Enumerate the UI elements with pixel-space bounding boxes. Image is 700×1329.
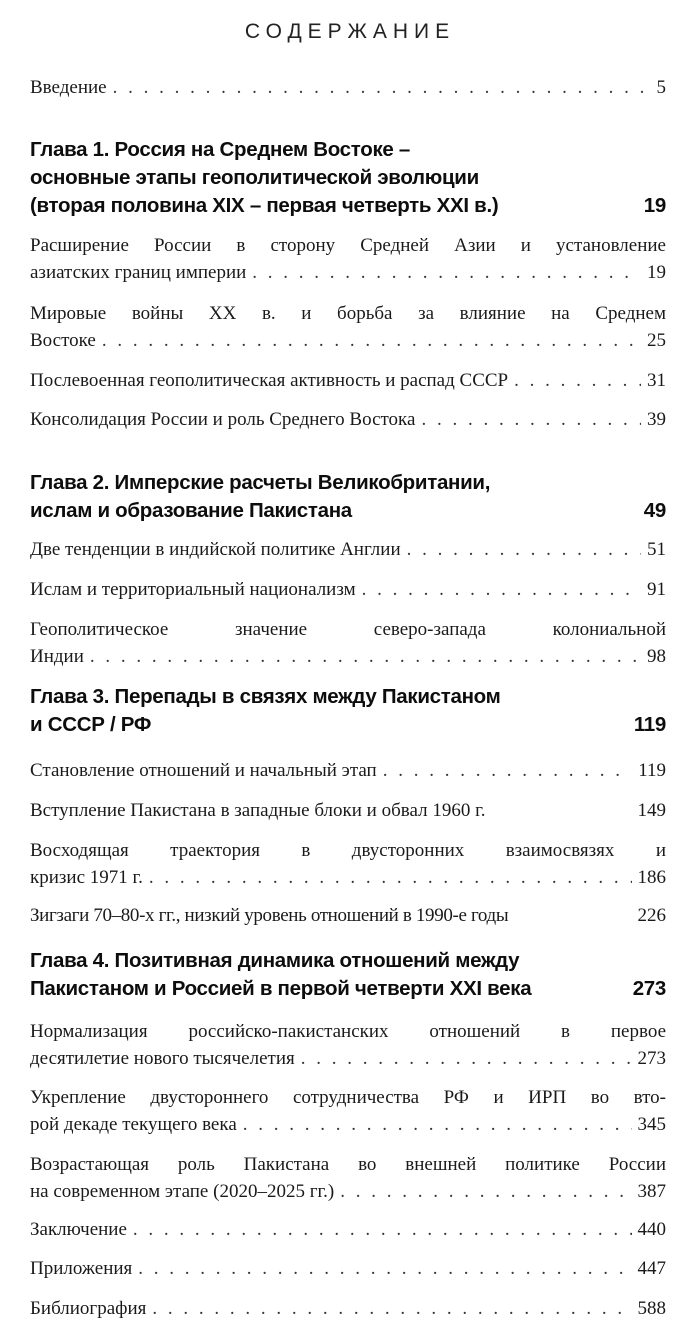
dot-leader [362, 576, 641, 603]
chapter-title-line: основные этапы геополитической эволюции [30, 166, 479, 189]
toc-entry-line: Нормализация российско-пакистанских отношений в первое [30, 1021, 666, 1042]
toc-entry-line: Консолидация России и роль Среднего Востока [30, 409, 416, 430]
toc-entry[interactable] [30, 232, 666, 286]
toc-chapter-3[interactable] [30, 683, 666, 739]
dot-leader [514, 367, 641, 394]
toc-entry[interactable] [30, 902, 666, 929]
dot-leader [383, 757, 632, 784]
chapter-title-line: Глава 2. Имперские расчеты Великобритании, [30, 471, 491, 494]
toc-page-number: 273 [637, 1048, 666, 1069]
toc-entry-line: Восходящая траектория в двусторонних взаимосвязях и [30, 840, 666, 861]
dot-leader [90, 643, 641, 670]
dot-leader [133, 1216, 632, 1243]
toc-page-number: 19 [647, 262, 666, 283]
toc-entry-line: Укрепление двустороннего сотрудничества РФ и ИРП во вто- [30, 1087, 666, 1108]
toc-entry-line: рой декаде текущего века [30, 1114, 237, 1135]
toc-entry-label: Библиография [30, 1298, 147, 1319]
toc-entry[interactable] [30, 406, 666, 433]
dot-leader [243, 1111, 632, 1138]
chapter-title-line: (вторая половина XIX – первая четверть XXI в.) [30, 194, 499, 217]
chapter-title-line: ислам и образование Пакистана [30, 499, 352, 522]
toc-page-number: 25 [647, 330, 666, 351]
chapter-title-line: и СССР / РФ [30, 713, 152, 736]
toc-entry-line: на современном этапе (2020–2025 гг.) [30, 1181, 335, 1202]
toc-entry-line: Востоке [30, 330, 96, 351]
toc-page-number: 387 [637, 1181, 666, 1202]
toc-page-number: 119 [633, 713, 666, 736]
toc-page-number: 98 [647, 646, 666, 667]
toc-entry[interactable] [30, 536, 666, 563]
chapter-title-line: Глава 1. Россия на Среднем Востоке – [30, 138, 411, 161]
page-title: СОДЕРЖАНИЕ [244, 20, 456, 43]
dot-leader [152, 1295, 631, 1322]
dot-leader [252, 259, 641, 286]
dot-leader [301, 1045, 632, 1072]
toc-page-number: 273 [632, 977, 666, 1000]
dot-leader [340, 1178, 631, 1205]
toc-page-number: 51 [647, 539, 666, 560]
toc-entry-line: Геополитическое значение северо-запада колониальной [30, 619, 666, 640]
toc-entry-conclusion[interactable] [30, 1216, 666, 1243]
toc-entry-line: Вступление Пакистана в западные блоки и обвал 1960 г. [30, 800, 486, 821]
toc-page-number: 186 [637, 867, 666, 888]
toc-entry-line: кризис 1971 г. [30, 867, 143, 888]
toc-page-number: 447 [637, 1258, 666, 1279]
toc-entry[interactable] [30, 837, 666, 891]
toc-entry[interactable] [30, 757, 666, 784]
toc-entry[interactable] [30, 576, 666, 603]
toc-page-number: 19 [643, 194, 666, 217]
toc-page-number: 39 [647, 409, 666, 430]
toc-entry-intro[interactable] [30, 74, 666, 101]
toc-entry-line: Расширение России в сторону Средней Азии и установление [30, 235, 666, 256]
dot-leader [407, 536, 641, 563]
toc-page-number: 5 [656, 77, 666, 98]
toc-chapter-4[interactable] [30, 947, 666, 1003]
chapter-title-line: Глава 4. Позитивная динамика отношений между [30, 949, 520, 972]
toc-entry-line: Индии [30, 646, 84, 667]
toc-entry[interactable] [30, 1018, 666, 1072]
toc-entry-label: Приложения [30, 1258, 133, 1279]
toc-entry-line: Возрастающая роль Пакистана во внешней политике России [30, 1154, 666, 1175]
toc-entry-line: десятилетие нового тысячелетия [30, 1048, 295, 1069]
toc-entry-line: Ислам и территориальный национализм [30, 579, 356, 600]
dot-leader [102, 327, 641, 354]
toc-entry-line: Две тенденции в индийской политике Англии [30, 539, 401, 560]
toc-page-number: 91 [647, 579, 666, 600]
toc-page-number: 49 [643, 499, 666, 522]
toc-entry-line: Зигзаги 70–80-х гг., низкий уровень отношений в 1990-е годы [30, 905, 509, 926]
toc-entry[interactable] [30, 300, 666, 354]
toc-chapter-2[interactable] [30, 469, 666, 525]
toc-entry[interactable] [30, 616, 666, 670]
chapter-title-line: Пакистаном и Россией в первой четверти XXI века [30, 977, 532, 1000]
toc-entry-appendix[interactable] [30, 1255, 666, 1282]
toc-entry-label: Заключение [30, 1219, 127, 1240]
toc-entry[interactable] [30, 797, 666, 824]
toc-entry-label: Введение [30, 77, 107, 98]
toc-page-number: 345 [637, 1114, 666, 1135]
toc-chapter-1[interactable] [30, 136, 666, 220]
toc-entry[interactable] [30, 1151, 666, 1205]
toc-entry-line: Послевоенная геополитическая активность и распад СССР [30, 370, 509, 391]
toc-entry[interactable] [30, 1084, 666, 1138]
dot-leader [113, 74, 651, 101]
dot-leader [421, 406, 641, 433]
toc-page-number: 119 [638, 760, 666, 781]
toc-entry-bibliography[interactable] [30, 1295, 666, 1322]
chapter-title-line: Глава 3. Перепады в связях между Пакистаном [30, 685, 501, 708]
toc-page-number: 588 [637, 1298, 666, 1319]
toc-entry-line: Мировые войны XX в. и борьба за влияние на Среднем [30, 303, 666, 324]
toc-entry[interactable] [30, 367, 666, 394]
toc-page-number: 31 [647, 370, 666, 391]
toc-page-number: 149 [637, 800, 666, 821]
toc-page-number: 440 [637, 1219, 666, 1240]
dot-leader [138, 1255, 631, 1282]
toc-entry-line: азиатских границ империи [30, 262, 247, 283]
toc-entry-line: Становление отношений и начальный этап [30, 760, 377, 781]
toc-page-number: 226 [637, 905, 666, 926]
dot-leader [149, 864, 632, 891]
